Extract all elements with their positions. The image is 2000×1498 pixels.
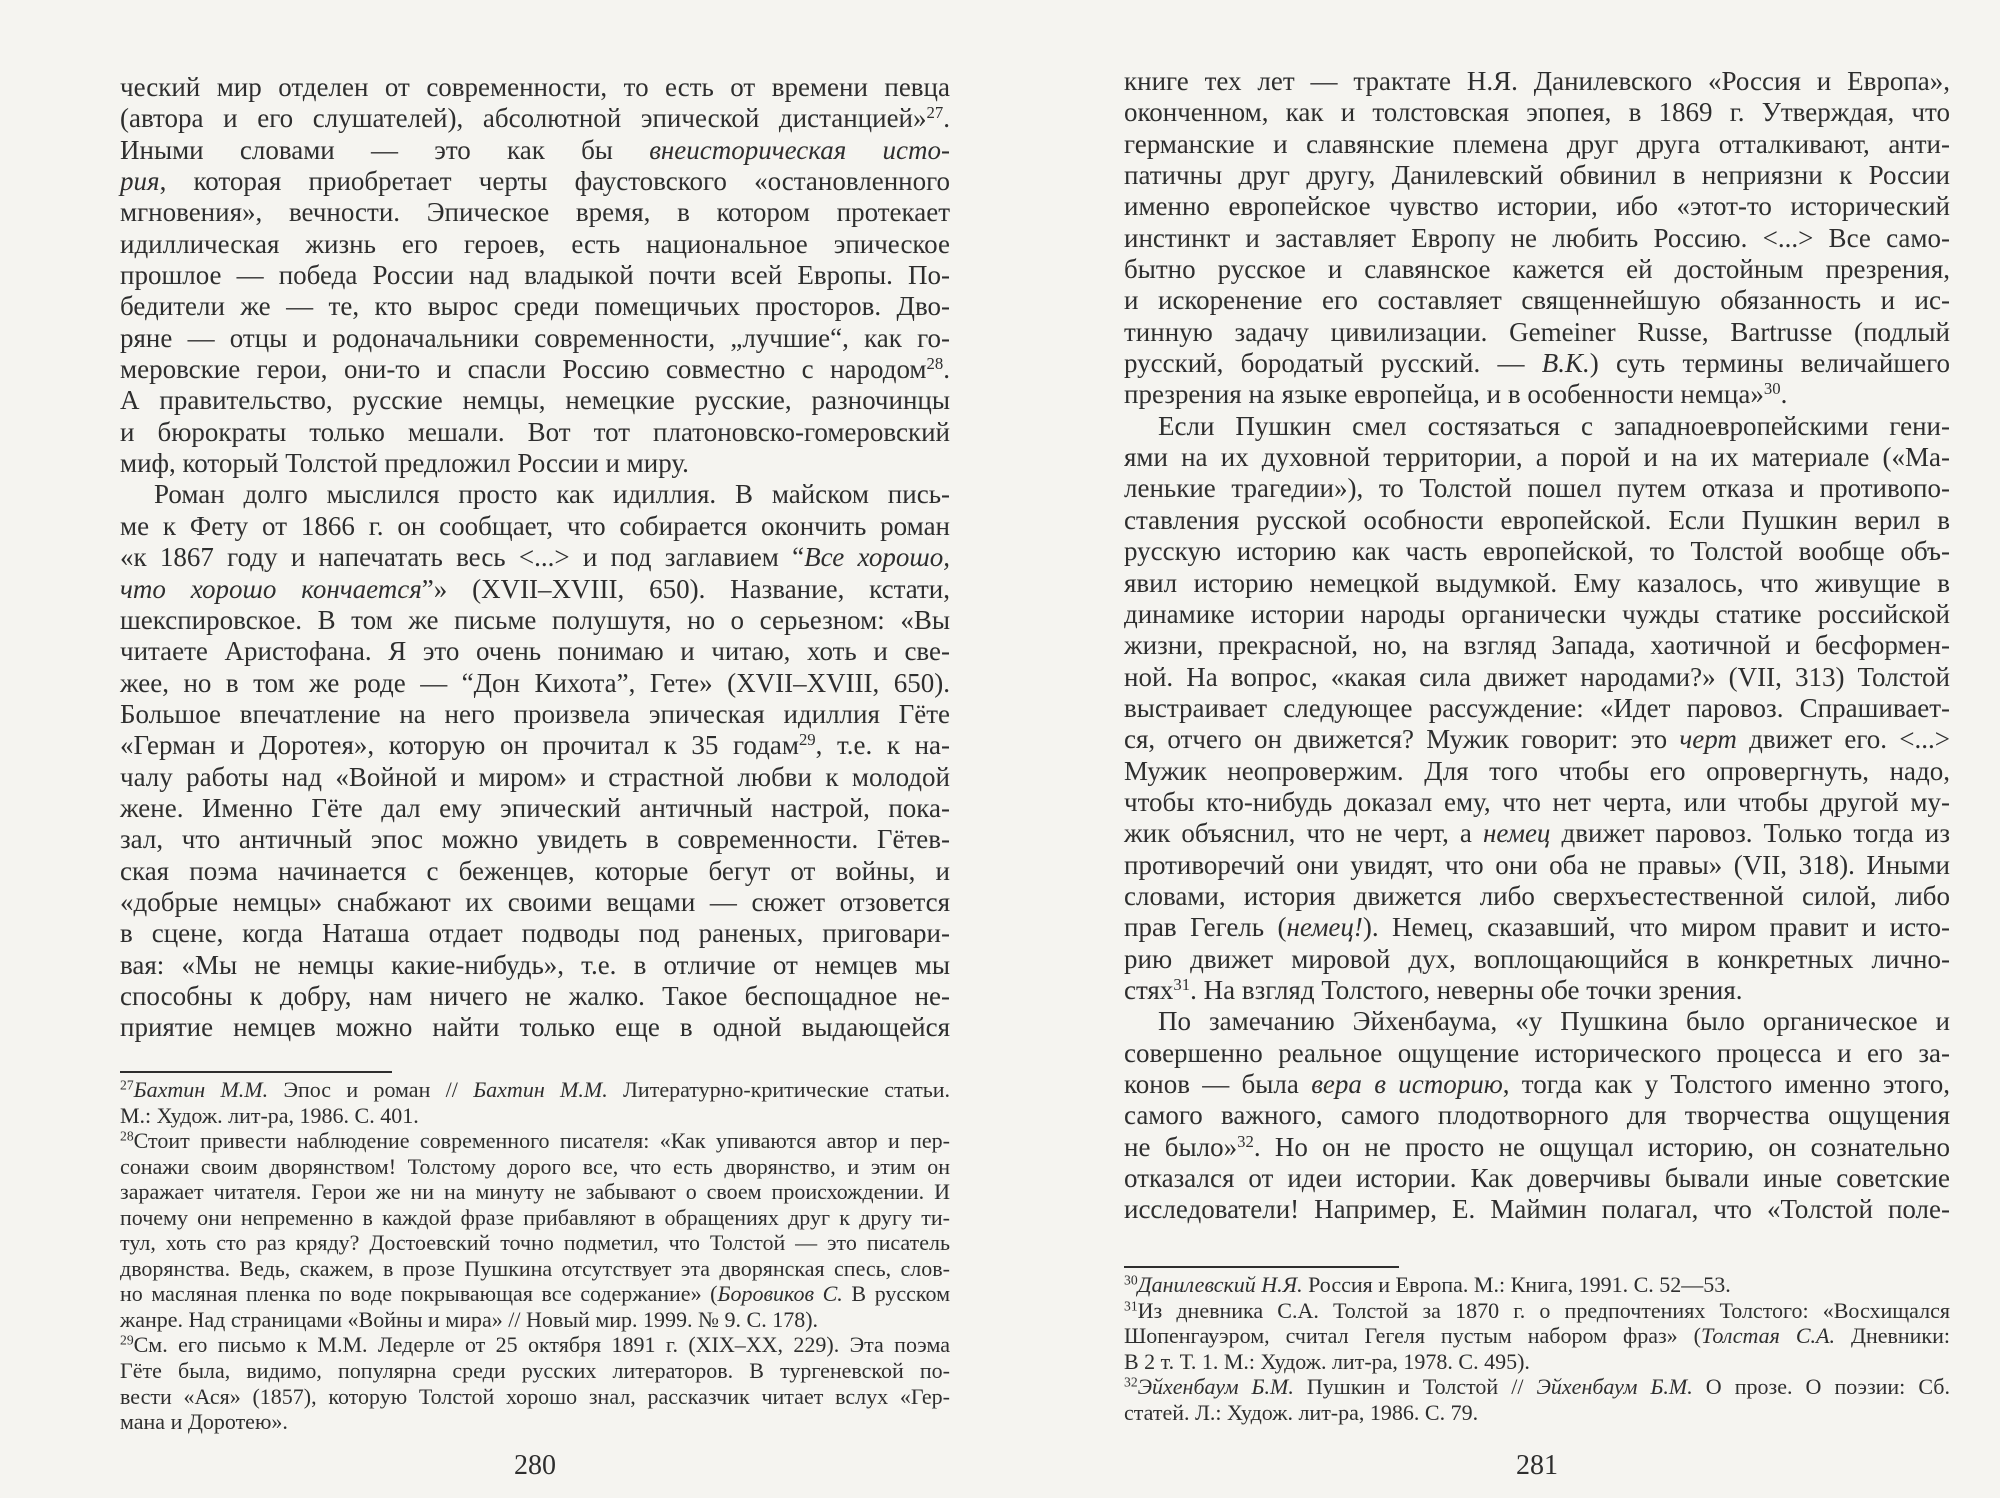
- text-run: вести «Ася» (1857), которую Толстой хорошо знал, рассказчик читает вслух «Гер-: [120, 1383, 950, 1409]
- footnote-line: [120, 1103, 950, 1129]
- text-run: словами, история движется либо сверхъестественной силой, либо: [1124, 880, 1950, 911]
- text-run: прав Гегель (: [1124, 912, 1287, 943]
- footnote-line: [1124, 1349, 1950, 1375]
- page-right: [1000, 0, 2000, 1498]
- body-line: [120, 981, 950, 1012]
- body-line: [1124, 129, 1950, 160]
- footnote-marker: 28: [120, 1128, 134, 1144]
- text-run: Большое впечатление на него произвела эпическая идиллия Гёте: [120, 698, 950, 729]
- text-run: ме к Фету от 1866 г. он сообщает, что собирается окончить роман: [120, 510, 950, 541]
- text-run: «добрые немцы» снабжают их своими вещами — сюжет отзовется: [120, 886, 950, 917]
- text-run: сонажи своим дворянством! Толстому дорого все, что есть дворянство, и этим он: [120, 1153, 950, 1179]
- text-run: вая: «Мы не немцы какие-нибудь», т.е. в отличие от немцев мы: [120, 949, 950, 980]
- body-line: [120, 323, 950, 354]
- footnote-marker: 32: [1124, 1374, 1138, 1390]
- text-run: динамике истории народы органически чужды статике российской: [1124, 598, 1950, 629]
- footnote-line: [1124, 1400, 1950, 1426]
- text-run: ся, отчего он движется? Мужик говорит: это: [1124, 724, 1680, 755]
- text-run: движет его. <...>: [1736, 724, 1950, 755]
- italic-text: немец!: [1286, 912, 1363, 943]
- text-run: ). Немец, сказавший, что миром правит и исто-: [1362, 912, 1950, 943]
- body-line: [1124, 818, 1950, 849]
- body-line: [1124, 912, 1950, 943]
- footnote-marker: 27: [120, 1077, 134, 1093]
- footnote-line: [120, 1230, 950, 1256]
- text-run: ческий мир отделен от современности, то есть от времени певца: [120, 72, 950, 102]
- text-run: оконченном, как и толстовская эпопея, в 1869 г. Утверждая, что: [1124, 97, 1950, 128]
- text-run: выстраивает следующее рассуждение: «Идет паровоз. Спрашивает-: [1124, 692, 1950, 723]
- text-run: совершенно реальное ощущение исторического процесса и его за-: [1124, 1037, 1950, 1068]
- body-line: [120, 574, 950, 605]
- italic-text: Боровиков С.: [717, 1281, 843, 1307]
- italic-text: внеисторическая исто-: [649, 134, 950, 165]
- text-run: и искоренение его составляет священнейшую обязанность и ис-: [1124, 285, 1950, 316]
- text-run: .: [1780, 379, 1788, 410]
- text-run: прошлое — победа России над владыкой почти всей Европы. По-: [120, 260, 950, 291]
- body-line: [120, 291, 950, 322]
- text-run: По замечанию Эйхенбаума, «у Пушкина было органическое и: [1158, 1006, 1950, 1037]
- body-line: [120, 950, 950, 981]
- body-line: [120, 197, 950, 228]
- text-run: меровские герои, они-то и спасли Россию совместно с народом: [120, 354, 927, 385]
- text-run: тул, хоть сто раз кряду? Достоевский точно подметил, что Толстой — это писатель: [120, 1230, 950, 1256]
- footnotes: [120, 1077, 950, 1435]
- italic-text: Бахтин М.М.: [473, 1077, 608, 1102]
- text-run: О прозе. О поэзии: Сб.: [1692, 1374, 1950, 1400]
- text-run: отказался от идеи истории. Как доверчивы бывали иные советские: [1124, 1163, 1950, 1194]
- text-run: Пушкин и Толстой //: [1293, 1374, 1537, 1400]
- body-line: [1124, 881, 1950, 912]
- text-run: инстинкт и заставляет Европу не любить Россию. <...> Все само-: [1124, 222, 1950, 253]
- footnote-marker: 28: [926, 353, 944, 373]
- text-run: бытно русское и славянское кажется ей достойным презрения,: [1124, 254, 1950, 285]
- text-run: ”» (XVII–XVIII, 650). Название, кстати,: [421, 573, 950, 604]
- text-run: конов — была: [1124, 1069, 1312, 1099]
- text-run: Иными словами — это как бы: [120, 134, 650, 165]
- body-line: [120, 448, 950, 479]
- body-line: [120, 793, 950, 824]
- italic-text: В.К.: [1541, 348, 1590, 379]
- body-line: [1124, 317, 1950, 348]
- footnote-line: [120, 1179, 950, 1205]
- body-line: [1124, 1006, 1950, 1037]
- body-line: [120, 103, 950, 134]
- footnote-marker: 31: [1173, 974, 1191, 994]
- text-run: Россия и Европа. М.: Книга, 1991. С. 52—53.: [1302, 1272, 1731, 1297]
- body-line: [1124, 66, 1950, 97]
- body-line: [120, 385, 950, 416]
- text-run: Дневники:: [1834, 1323, 1950, 1349]
- text-run: зал, что античный эпос можно увидеть в современности. Гётев-: [120, 824, 950, 855]
- body-line: [1124, 975, 1950, 1006]
- italic-text: вера в историю: [1311, 1069, 1503, 1099]
- body-line: [120, 856, 950, 887]
- text-run: В русском: [842, 1281, 951, 1307]
- body-line: [1124, 850, 1950, 881]
- text-run: способны к добру, нам ничего не жалко. Такое беспощадное не-: [120, 980, 950, 1011]
- italic-text: Бахтин М.М.: [133, 1077, 269, 1102]
- body-line: [1124, 1100, 1950, 1131]
- body-line: [1124, 411, 1950, 442]
- body-line: [120, 479, 950, 510]
- text-run: рию движет мировой дух, воплощающийся в конкретных лично-: [1124, 943, 1950, 974]
- text-run: патичны друг другу, Данилевский обвинил в неприязни к России: [1124, 160, 1950, 191]
- body-line: [1124, 379, 1950, 410]
- footnote-line: [120, 1409, 950, 1435]
- text-run: «Герман и Доротея», которую он прочитал к 35 годам: [120, 730, 799, 761]
- text-run: явил историю немецкой выдумкой. Ему казалось, что живущие в: [1124, 567, 1950, 598]
- footnote-line: [120, 1128, 950, 1154]
- body-line: [120, 72, 950, 103]
- text-run: Мужик неопровержим. Для того чтобы его опровергнуть, надо,: [1124, 755, 1950, 786]
- body-line: [120, 166, 950, 197]
- body-line: [1124, 1132, 1950, 1163]
- text-run: и бюрократы только мешали. Вот тот платоновско-гомеровский: [120, 416, 950, 447]
- footnote-marker: 32: [1237, 1131, 1254, 1151]
- text-run: Гёте была, видимо, популярна среди русских литераторов. В тургеневской по-: [120, 1358, 950, 1384]
- body-line: [120, 1012, 950, 1043]
- body-line: [120, 417, 950, 448]
- text-run: Из дневника С.А. Толстой за 1870 г. о предпочтениях Толстого: «Восхищался: [1137, 1297, 1950, 1323]
- body-line: [120, 762, 950, 793]
- text-run: чтобы кто-нибудь доказал ему, что нет черта, или чтобы другой му-: [1124, 786, 1950, 817]
- italic-text: черт: [1679, 724, 1737, 755]
- text-run: почему они непременно в каждой фразе прибавляют в обращениях друг к другу ти-: [120, 1204, 950, 1230]
- body-line: [1124, 662, 1950, 693]
- body-line: [120, 605, 950, 636]
- text-run: жанре. Над страницами «Войны и мира» // Новый мир. 1999. № 9. С. 178).: [120, 1306, 819, 1332]
- text-run: ленькие трагедии»), то Толстой пошел путем отказа и противопо-: [1124, 473, 1950, 504]
- body-line: [1124, 1038, 1950, 1069]
- body-line: [1124, 693, 1950, 724]
- text-run: заражает читателя. Герои же ни на минуту не забывают о своем происхождении. И: [120, 1179, 950, 1205]
- body-line: [1124, 536, 1950, 567]
- body-line: [120, 730, 950, 761]
- text-run: книге тех лет — трактате Н.Я. Данилевского «Россия и Европа»,: [1124, 66, 1950, 96]
- body-line: [120, 542, 950, 573]
- footnote-marker: 30: [1124, 1272, 1138, 1288]
- body-line: [1124, 568, 1950, 599]
- body-line: [1124, 160, 1950, 191]
- body-line: [120, 511, 950, 542]
- text-run: А правительство, русские немцы, немецкие русские, разночинцы: [120, 385, 950, 416]
- text-run: ) суть термины величайшего: [1589, 348, 1950, 379]
- text-run: В 2 т. Т. 1. М.: Худож. лит-ра, 1978. С. 495).: [1124, 1348, 1530, 1374]
- text-run: стях: [1124, 974, 1174, 1005]
- body-line: [120, 668, 950, 699]
- text-run: идиллическая жизнь его героев, есть национальное эпическое: [120, 228, 950, 259]
- body-line: [1124, 285, 1950, 316]
- footnote-line: [120, 1281, 950, 1307]
- footnote-line: [120, 1384, 950, 1410]
- page-number: 280: [514, 1450, 556, 1481]
- italic-text: Данилевский Н.Я.: [1137, 1272, 1303, 1297]
- text-run: Роман долго мыслился просто как идиллия. В майском пись-: [154, 479, 950, 510]
- body-line: [120, 918, 950, 949]
- footnote-line: [1124, 1298, 1950, 1324]
- footnote-line: [120, 1154, 950, 1180]
- footnote-marker: 27: [926, 103, 944, 123]
- footnote-line: [120, 1205, 950, 1231]
- text-run: русский, бородатый русский. —: [1124, 348, 1542, 379]
- text-run: читаете Аристофана. Я это очень понимаю и читаю, хоть и све-: [120, 636, 950, 667]
- footnote-line: [120, 1077, 950, 1103]
- footnote-line: [1124, 1323, 1950, 1349]
- text-run: .: [943, 354, 950, 385]
- text-run: статей. Л.: Худож. лит-ра, 1986. С. 79.: [1124, 1399, 1479, 1425]
- text-run: миф, который Толстой предложил России и миру.: [120, 448, 689, 479]
- text-run: не было»: [1124, 1131, 1238, 1162]
- body-line: [120, 636, 950, 667]
- text-run: презрения на языке европейца, и в особенности немца»: [1124, 379, 1764, 410]
- text-run: но масляная пленка по воде покрывающая все содержание» (: [120, 1281, 718, 1307]
- text-run: , тогда как у Толстого именно этого,: [1502, 1069, 1950, 1099]
- text-run: противоречий они увидят, что они оба не правы» (VII, 318). Иными: [1124, 849, 1950, 880]
- text-run: М.: Худож. лит-ра, 1986. С. 401.: [120, 1102, 419, 1128]
- body-line: [120, 260, 950, 291]
- body-line: [1124, 724, 1950, 755]
- body-line: [1124, 1069, 1950, 1100]
- footnote-marker: 31: [1124, 1298, 1138, 1314]
- text-run: германские и славянские племена друг друга отталкивают, анти-: [1124, 128, 1950, 159]
- text-run: дворянства. Ведь, скажем, в прозе Пушкина отсутствует эта дворянская спесь, слов-: [120, 1255, 950, 1281]
- text-run: именно европейское чувство истории, ибо «этот-то исторический: [1124, 191, 1950, 222]
- text-run: жее, но в том же роде — “Дон Кихота”, Гете» (XVII–XVIII, 650).: [120, 667, 950, 698]
- main-text: [120, 72, 950, 1044]
- text-run: в сцене, когда Наташа отдает подводы под раненых, приговари-: [120, 918, 950, 949]
- footnote-line: [120, 1256, 950, 1282]
- italic-text: Эйхенбаум Б.М.: [1137, 1374, 1294, 1400]
- text-run: «к 1867 году и напечатать весь <...> и под заглавием “: [120, 542, 805, 573]
- footnote-line: [1124, 1272, 1950, 1298]
- footnote-line: [120, 1332, 950, 1358]
- italic-text: немец: [1483, 818, 1551, 849]
- text-run: Если Пушкин смел состязаться с западноевропейскими гени-: [1158, 410, 1950, 441]
- italic-text: рия: [120, 166, 160, 197]
- body-line: [120, 699, 950, 730]
- text-run: мгновения», вечности. Эпическое время, в котором протекает: [120, 197, 950, 228]
- text-run: См. его письмо к М.М. Ледерле от 25 октября 1891 г. (XIX–XX, 229). Эта поэма: [133, 1332, 950, 1358]
- body-line: [120, 354, 950, 385]
- text-run: . Но он не просто не ощущал историю, он сознательно: [1253, 1131, 1950, 1162]
- body-line: [1124, 97, 1950, 128]
- footnote-line: [120, 1307, 950, 1333]
- text-run: шекспировское. В том же письме полушутя, но о серьезном: «Вы: [120, 604, 950, 635]
- text-run: мана и Доротею».: [120, 1409, 288, 1435]
- italic-text: Эйхенбаум Б.М.: [1536, 1374, 1693, 1400]
- text-run: Стоит привести наблюдение современного писателя: «Как упиваются автор и пер-: [133, 1128, 950, 1154]
- text-run: ская поэма начинается с беженцев, которые бегут от войны, и: [120, 855, 950, 886]
- body-line: [1124, 944, 1950, 975]
- text-run: тинную задачу цивилизации. Gemeiner Russe, Bartrusse (подлый: [1124, 316, 1950, 347]
- body-line: [120, 229, 950, 260]
- body-line: [120, 135, 950, 166]
- text-run: жене. Именно Гёте дал ему эпический античный настрой, пока-: [120, 792, 950, 823]
- text-run: , т.е. к на-: [815, 730, 950, 761]
- text-run: ями на их духовной территории, а порой и на их материале («Ма-: [1124, 442, 1950, 473]
- main-text: [1124, 66, 1950, 1226]
- text-run: ставления русской особности европейской. Если Пушкин верил в: [1124, 504, 1950, 535]
- body-line: [1124, 223, 1950, 254]
- footnotes: [1124, 1272, 1950, 1425]
- text-run: бедители же — те, кто вырос среди помещичьих просторов. Дво-: [120, 291, 950, 322]
- text-run: Шопенгауэром, считал Гегеля пустым набором фраз» (: [1124, 1323, 1701, 1349]
- italic-text: Все хорошо,: [804, 542, 950, 573]
- text-run: жизни, прекрасной, но, на взгляд Запада, хаотичной и бесформен-: [1124, 630, 1950, 661]
- text-run: Эпос и роман //: [268, 1077, 474, 1102]
- text-run: приятие немцев можно найти только еще в одной выдающейся: [120, 1012, 950, 1043]
- body-line: [1124, 348, 1950, 379]
- text-run: ной. На вопрос, «какая сила движет народами?» (VII, 313) Толстой: [1124, 661, 1950, 692]
- text-run: .: [943, 103, 950, 134]
- footnote-line: [1124, 1374, 1950, 1400]
- body-line: [1124, 1194, 1950, 1225]
- body-line: [1124, 787, 1950, 818]
- text-run: ряне — отцы и родоначальники современности, „лучшие“, как го-: [120, 322, 950, 353]
- text-run: (автора и его слушателей), абсолютной эпической дистанцией»: [120, 103, 927, 134]
- text-run: . На взгляд Толстого, неверны обе точки зрения.: [1190, 974, 1743, 1005]
- text-run: Литературно-критические статьи.: [607, 1077, 950, 1102]
- body-line: [1124, 756, 1950, 787]
- body-line: [1124, 473, 1950, 504]
- text-run: русскую историю как часть европейской, то Толстой вообще объ-: [1124, 536, 1950, 567]
- text-run: исследователи! Например, Е. Маймин полагал, что «Толстой поле-: [1124, 1194, 1950, 1225]
- footnote-marker: 29: [120, 1332, 134, 1348]
- body-line: [1124, 599, 1950, 630]
- italic-text: Толстая С.А.: [1700, 1323, 1835, 1349]
- italic-text: что хорошо кончается: [120, 573, 422, 604]
- body-line: [1124, 442, 1950, 473]
- text-run: движет паровоз. Только тогда из: [1550, 818, 1950, 849]
- body-line: [120, 887, 950, 918]
- body-line: [1124, 1163, 1950, 1194]
- body-line: [1124, 505, 1950, 536]
- text-run: чалу работы над «Войной и миром» и страстной любви к молодой: [120, 761, 950, 792]
- body-line: [1124, 254, 1950, 285]
- footnote-rule: [1124, 1266, 1399, 1268]
- footnote-marker: 30: [1763, 379, 1781, 399]
- footnote-rule: [120, 1071, 392, 1073]
- body-line: [1124, 191, 1950, 222]
- body-line: [120, 824, 950, 855]
- text-run: жик объяснил, что не черт, а: [1124, 818, 1484, 849]
- text-run: самого важного, самого плодотворного для творчества ощущения: [1124, 1100, 1950, 1131]
- page-number: 281: [1516, 1450, 1558, 1481]
- text-run: , которая приобретает черты фаустовского «остановленного: [159, 166, 950, 197]
- footnote-marker: 29: [798, 730, 816, 750]
- body-line: [1124, 630, 1950, 661]
- footnote-line: [120, 1358, 950, 1384]
